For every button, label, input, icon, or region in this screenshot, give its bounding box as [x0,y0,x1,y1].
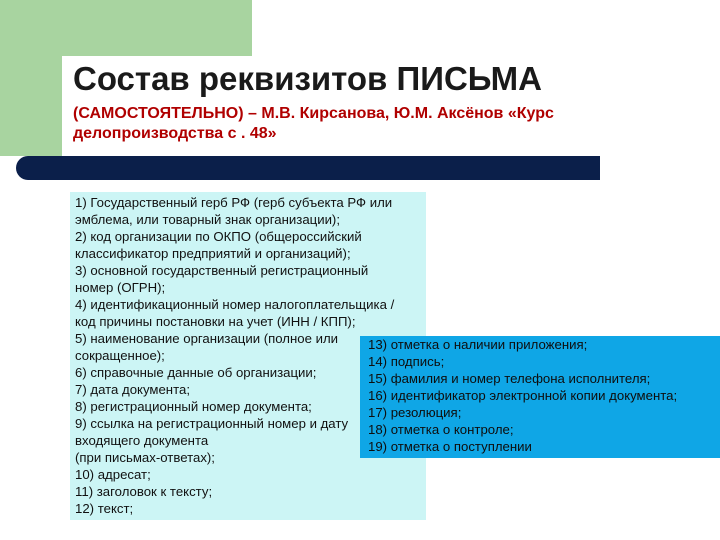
list-item: 12) текст; [75,501,134,516]
requisites-list-right [360,336,720,458]
list-item: 18) отметка о контроле; [368,422,514,437]
list-item: эмблема, или товарный знак организации); [75,212,340,227]
subtitle-line-1: (САМОСТОЯТЕЛЬНО) – М.В. Кирсанова, Ю.М. Аксёнов «Курс [73,105,554,122]
list-item: 16) идентификатор электронной копии документа; [368,388,678,403]
list-item: 4) идентификационный номер налогоплательщика / [75,297,395,312]
list-item: 15) фамилия и номер телефона исполнителя; [368,371,651,386]
list-item: 1) Государственный герб РФ (герб субъекта РФ или [75,195,393,210]
list-item: 9) ссылка на регистрационный номер и дату [75,416,349,431]
list-item: 2) код организации по ОКПО (общероссийский [75,229,362,244]
list-item: сокращенное); [75,348,165,363]
list-item: классификатор предприятий и организаций); [75,246,351,261]
list-item: 10) адресат; [75,467,151,482]
list-item: 6) справочные данные об организации; [75,365,317,380]
list-item: 5) наименование организации (полное или [75,331,339,346]
list-item: 3) основной государственный регистрационный [75,263,369,278]
subtitle-line-2: делопроизводства с . 48» [73,125,277,142]
list-item: 19) отметка о поступлении [368,439,532,454]
list-item: входящего документа [75,433,209,448]
list-item: номер (ОГРН); [75,280,166,295]
list-item: 13) отметка о наличии приложения; [368,337,588,352]
list-item: 14) подпись; [368,354,445,369]
list-item: 8) регистрационный номер документа; [75,399,312,414]
slide-title: Состав реквизитов ПИСЬМА [73,60,542,97]
list-item: код причины постановки на учет (ИНН / КПП); [75,314,356,329]
list-item: 7) дата документа; [75,382,190,397]
list-item: (при письмах-ответах); [75,450,215,465]
list-item: 17) резолюция; [368,405,462,420]
decorative-bar [16,156,600,180]
list-item: 11) заголовок к тексту; [75,484,213,499]
slide-subtitle [73,104,663,144]
